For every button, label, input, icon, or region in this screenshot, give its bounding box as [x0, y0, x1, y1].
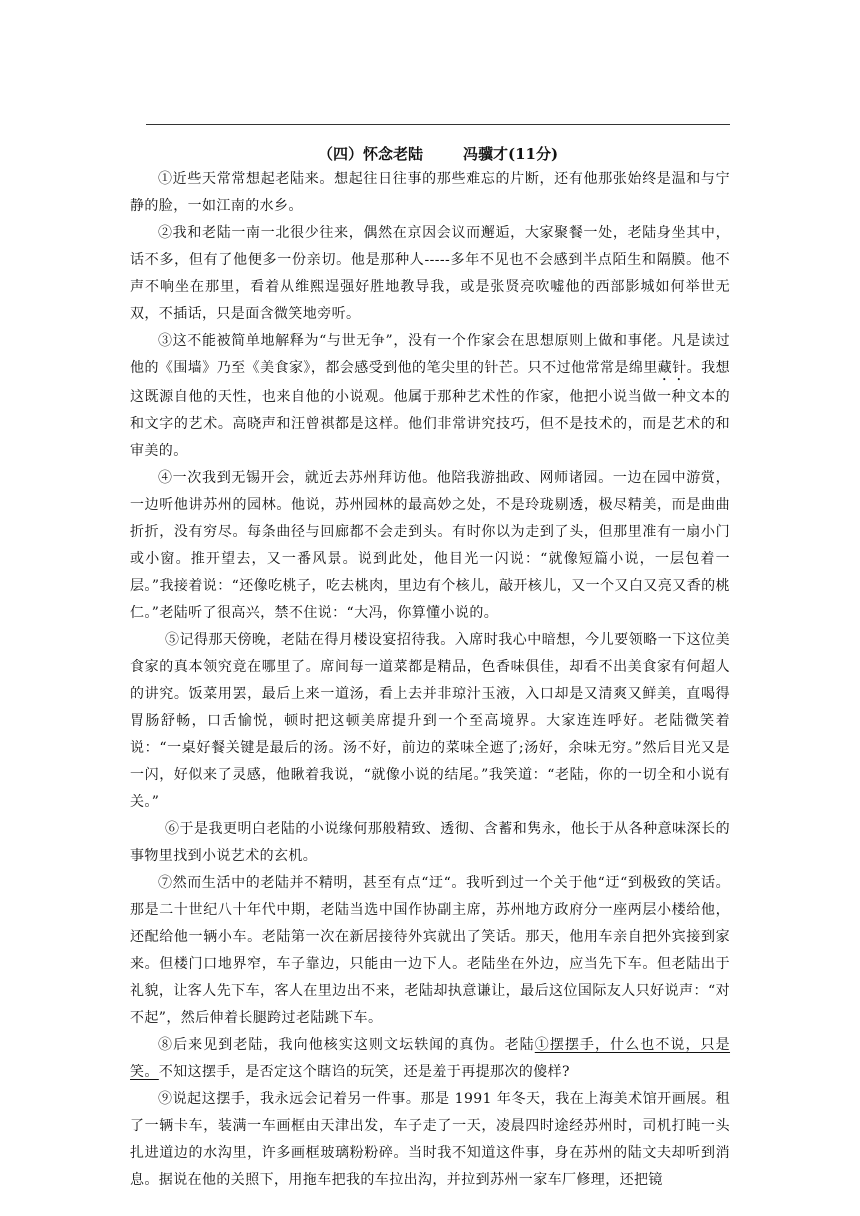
article-body — [130, 166, 730, 1194]
section-title — [146, 143, 730, 165]
paragraph-4: ④一次我到无锡开会，就近去苏州拜访他。他陪我游拙政、网师诸园。一边在园中游赏，一边听他讲苏州的园林。他说，苏州园林的最高妙之处，不是玲珑剔透，极尽精美，而是曲曲折折，没有穷尽。每条曲径与回廊都不会走到头。有时你以为走到了头，但那里准有一扇小门或小窗。推开望去，又一番风景。说到此处，他目光一闪说：“就像短篇小说，一层包着一层。”我接着说：“还像吃桃子，吃去桃肉，里边有个核儿，敲开核儿，又一个又白又亮又香的桃仁。”老陆听了很高兴，禁不住说：“大冯，你算懂小说的。 — [130, 470, 730, 621]
emphasized-phrase: 藏针 — [657, 360, 687, 376]
paragraph-6: ⑥于是我更明白老陆的小说缘何那般精致、透彻、含蓄和隽永，他长于从各种意味深长的事物里找到小说艺术的玄机。 — [130, 821, 730, 864]
paragraph-1: ①近些天常常想起老陆来。想起往日往事的那些难忘的片断，还有他那张始终是温和与宁静的脸，一如江南的水乡。 — [130, 171, 730, 214]
paragraph-5: ⑤记得那天傍晚，老陆在得月楼设宴招待我。入席时我心中暗想，今儿要领略一下这位美食家的真本领究竟在哪里了。席间每一道菜都是精品，色香味俱佳，却看不出美食家有何超人的讲究。饭菜用罢，最后上来一道汤，看上去并非琼汁玉液，入口却是又清爽又鲜美，直喝得胃肠舒畅，口舌愉悦，顿时把这顿美席提升到一个至高境界。大家连连呼好。老陆微笑着说：“一桌好餐关键是最后的汤。汤不好，前边的菜味全遮了;汤好，余味无穷。”然后目光又是一闪，好似来了灵感，他瞅着我说，“就像小说的结尾。”我笑道：“老陆，你的一切全和小说有关。” — [130, 632, 730, 810]
paragraph-2: ②我和老陆一南一北很少往来，偶然在京因会议而邂逅，大家聚餐一处，老陆身坐其中，话不多，但有了他便多一份亲切。他是那种人-----多年不见也不会感到半点陌生和隔膜。他不声不响坐在那里，看着从维熙逞强好胜地教导我，或是张贤亮吹嘘他的西部影城如何举世无双，不插话，只是面含微笑地旁听。 — [130, 225, 730, 322]
section-heading: （四）怀念老陆 — [317, 145, 423, 163]
underlined-sentence: ①摆摆手，什么也不说，只是笑。 — [130, 1037, 731, 1080]
paragraph-9: ⑨说起这摆手，我永远会记着另一件事。那是 1991 年冬天，我在上海美术馆开画展。租了一辆卡车，装满一车画框由天津出发，车子走了一天，凌晨四时途经苏州时，司机打盹一头扎进道边的水沟里，许多画框玻璃粉粉碎。当时我不知道这件事，身在苏州的陆文夫却听到消息。据说在他的关照下，用拖车把我的车拉出沟，并拉到苏州一家车厂修理，还把镜 — [130, 1091, 730, 1188]
paragraph-8: ⑧后来见到老陆，我向他核实这则文坛轶闻的真伪。老陆①摆摆手，什么也不说，只是笑。不知这摆手，是否定这个瞎诌的玩笑，还是羞于再提那次的傻样? — [130, 1037, 731, 1080]
top-rule — [146, 124, 730, 125]
author-score: 冯骥才(11分) — [462, 145, 559, 163]
paragraph-3: ③这不能被简单地解释为“与世无争”，没有一个作家会在思想原则上做和事佬。凡是读过他的《围墙》乃至《美食家》，都会感受到他的笔尖里的针芒。只不过他常常是绵里藏针。我想这既源自他的天性，也来自他的小说观。他属于那种艺术性的作家，他把小说当做一种文本的和文字的艺术。高晓声和汪曾祺都是这样。他们非常讲究技巧，但不是技术的，而是艺术的和审美的。 — [130, 333, 730, 459]
paragraph-7: ⑦然而生活中的老陆并不精明，甚至有点“迂“。我听到过一个关于他“迂“到极致的笑话。那是二十世纪八十年代中期，老陆当选中国作协副主席，苏州地方政府分一座两层小楼给他，还配给他一辆小车。老陆第一次在新居接待外宾就出了笑话。那天，他用车亲自把外宾接到家来。但楼门口地界窄，车子靠边，只能由一边下人。老陆坐在外边，应当先下车。但老陆出于礼貌，让客人先下车，客人在里边出不来，老陆却执意谦让，最后这位国际友人只好说声：“对不起”，然后伸着长腿跨过老陆跳下车。 — [130, 875, 730, 1026]
